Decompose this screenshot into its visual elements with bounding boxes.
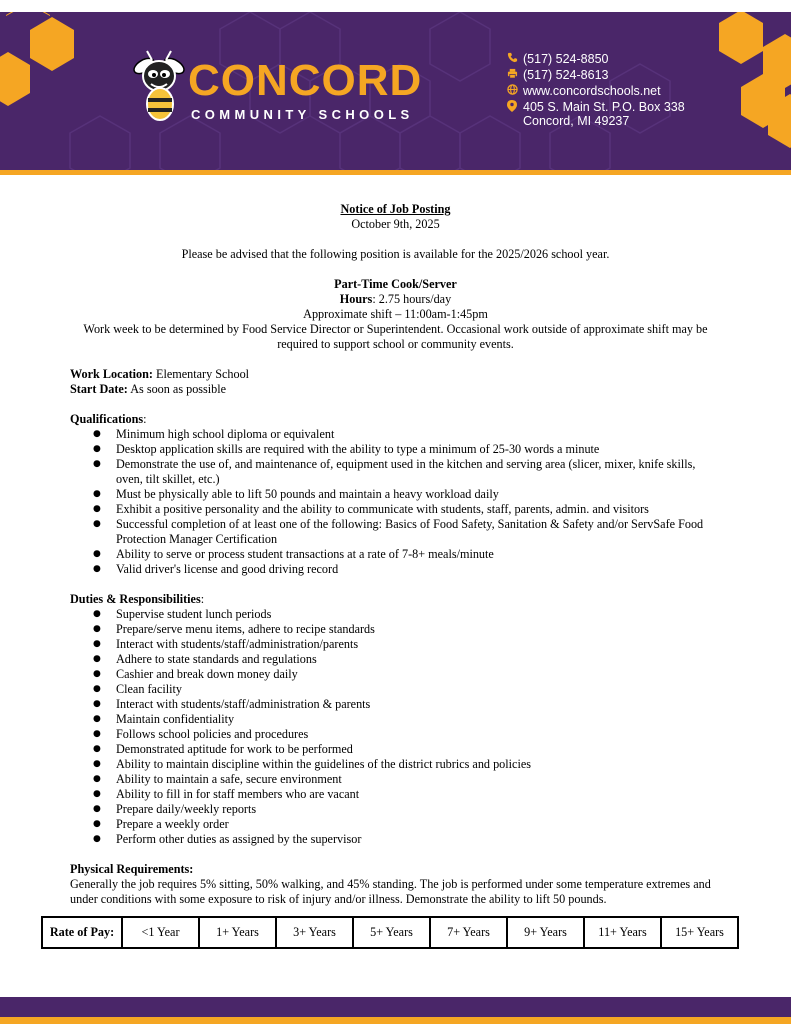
phone-number[interactable]: (517) 524-8850 bbox=[523, 52, 609, 66]
list-item: ● Supervise student lunch periods bbox=[116, 607, 721, 622]
posting-date: October 9th, 2025 bbox=[351, 217, 440, 231]
pay-column-header: 15+ Years bbox=[661, 917, 738, 948]
work-location-line bbox=[70, 367, 721, 382]
list-item: ● Ability to fill in for staff members who are vacant bbox=[116, 787, 721, 802]
list-item: ● Adhere to state standards and regulations bbox=[116, 652, 721, 667]
list-item: ● Clean facility bbox=[116, 682, 721, 697]
letterhead-banner bbox=[0, 12, 791, 170]
work-location-label: Work Location: bbox=[70, 367, 153, 381]
duties-label: Duties & Responsibilities bbox=[70, 592, 201, 606]
physical-requirements-heading: Physical Requirements: bbox=[70, 862, 194, 876]
list-item: ● Prepare/serve menu items, adhere to recipe standards bbox=[116, 622, 721, 637]
fax-icon bbox=[506, 68, 518, 79]
qualifications-label: Qualifications bbox=[70, 412, 144, 426]
rate-of-pay-table bbox=[41, 916, 739, 949]
contact-fax bbox=[506, 68, 685, 84]
duties-list bbox=[70, 607, 721, 847]
address-line-2: Concord, MI 49237 bbox=[523, 114, 630, 128]
header-gold-rule bbox=[0, 170, 791, 175]
list-item: ● Prepare a weekly order bbox=[116, 817, 721, 832]
contact-block bbox=[506, 52, 685, 128]
list-item: ● Valid driver's license and good driving record bbox=[116, 562, 721, 577]
website-link[interactable]: www.concordschools.net bbox=[523, 84, 661, 98]
phone-icon bbox=[506, 52, 518, 63]
list-item: ● Follows school policies and procedures bbox=[116, 727, 721, 742]
contact-website bbox=[506, 84, 685, 100]
location-pin-icon bbox=[506, 100, 518, 112]
brand-name: CONCORD bbox=[188, 56, 423, 105]
pay-column-header: 1+ Years bbox=[199, 917, 276, 948]
intro-text: Please be advised that the following position is available for the 2025/2026 school year. bbox=[181, 247, 610, 261]
work-location-value: Elementary School bbox=[152, 367, 250, 381]
hours-value: : 2.75 hours/day bbox=[372, 292, 452, 306]
list-item: ● Ability to maintain a safe, secure environment bbox=[116, 772, 721, 787]
list-item: ● Maintain confidentiality bbox=[116, 712, 721, 727]
pay-column-header: 7+ Years bbox=[430, 917, 507, 948]
list-item: ● Interact with students/staff/administration & parents bbox=[116, 697, 721, 712]
list-item: ● Interact with students/staff/administration/parents bbox=[116, 637, 721, 652]
start-date-label: Start Date: bbox=[70, 382, 128, 396]
list-item: ● Successful completion of at least one of the following: Basics of Food Safety, Sanitation & Safety and/or ServSafe Food Protection Manager Certification bbox=[116, 517, 721, 547]
fax-number: (517) 524-8613 bbox=[523, 68, 609, 82]
contact-address bbox=[506, 100, 685, 114]
contact-address-2 bbox=[506, 114, 685, 128]
hours-line bbox=[70, 292, 721, 307]
list-item: ● Desktop application skills are required with the ability to type a minimum of 25-30 words a minute bbox=[116, 442, 721, 457]
list-item: ● Exhibit a positive personality and the ability to communicate with students, staff, parents, admin. and visitors bbox=[116, 502, 721, 517]
work-week-text: Work week to be determined by Food Service Director or Superintendent. Occasional work outside of approximate shift may be required to support school or community events. bbox=[83, 322, 708, 351]
list-item: ● Perform other duties as assigned by the supervisor bbox=[116, 832, 721, 847]
list-item: ● Minimum high school diploma or equivalent bbox=[116, 427, 721, 442]
physical-requirements-text: Generally the job requires 5% sitting, 50% walking, and 45% standing. The job is performed under some temperature extremes and under conditions with some exposure to risk of injury and/or illness. Demonstrate the ability to lift 50 pounds. bbox=[70, 877, 711, 906]
start-date-line bbox=[70, 382, 721, 397]
brand-subtitle: COMMUNITY SCHOOLS bbox=[191, 107, 414, 122]
duties-heading: Duties & Responsibilities: bbox=[70, 592, 205, 606]
table-row bbox=[42, 917, 738, 948]
address-line-1: 405 S. Main St. P.O. Box 338 bbox=[523, 100, 685, 114]
pay-column-header: 3+ Years bbox=[276, 917, 353, 948]
pay-column-header: 11+ Years bbox=[584, 917, 661, 948]
pay-column-header: <1 Year bbox=[122, 917, 199, 948]
list-item: ● Prepare daily/weekly reports bbox=[116, 802, 721, 817]
list-item: ● Ability to maintain discipline within the guidelines of the district rubrics and policies bbox=[116, 757, 721, 772]
qualifications-heading: Qualifications: bbox=[70, 412, 147, 426]
list-item: ● Demonstrate the use of, and maintenance of, equipment used in the kitchen and serving area (slicer, mixer, knife skills, oven, tilt skillet, etc.) bbox=[116, 457, 721, 487]
pay-column-header: 5+ Years bbox=[353, 917, 430, 948]
job-posting-body bbox=[70, 202, 721, 907]
bee-mascot-logo bbox=[130, 48, 188, 124]
list-item: ● Cashier and break down money daily bbox=[116, 667, 721, 682]
position-title: Part-Time Cook/Server bbox=[334, 277, 457, 291]
qualifications-list bbox=[70, 427, 721, 577]
pay-column-header: 9+ Years bbox=[507, 917, 584, 948]
page-title: Notice of Job Posting bbox=[340, 202, 451, 216]
rate-of-pay-label: Rate of Pay: bbox=[42, 917, 122, 948]
footer-gold-band bbox=[0, 1017, 791, 1024]
list-item: ● Demonstrated aptitude for work to be performed bbox=[116, 742, 721, 757]
hours-label: Hours bbox=[339, 292, 373, 306]
contact-phone bbox=[506, 52, 685, 68]
footer-purple-band bbox=[0, 997, 791, 1017]
list-item: ● Ability to serve or process student transactions at a rate of 7-8+ meals/minute bbox=[116, 547, 721, 562]
globe-icon bbox=[506, 84, 518, 95]
start-date-value: As soon as possible bbox=[127, 382, 227, 396]
shift-line: Approximate shift – 11:00am-1:45pm bbox=[303, 307, 488, 321]
list-item: ● Must be physically able to lift 50 pounds and maintain a heavy workload daily bbox=[116, 487, 721, 502]
